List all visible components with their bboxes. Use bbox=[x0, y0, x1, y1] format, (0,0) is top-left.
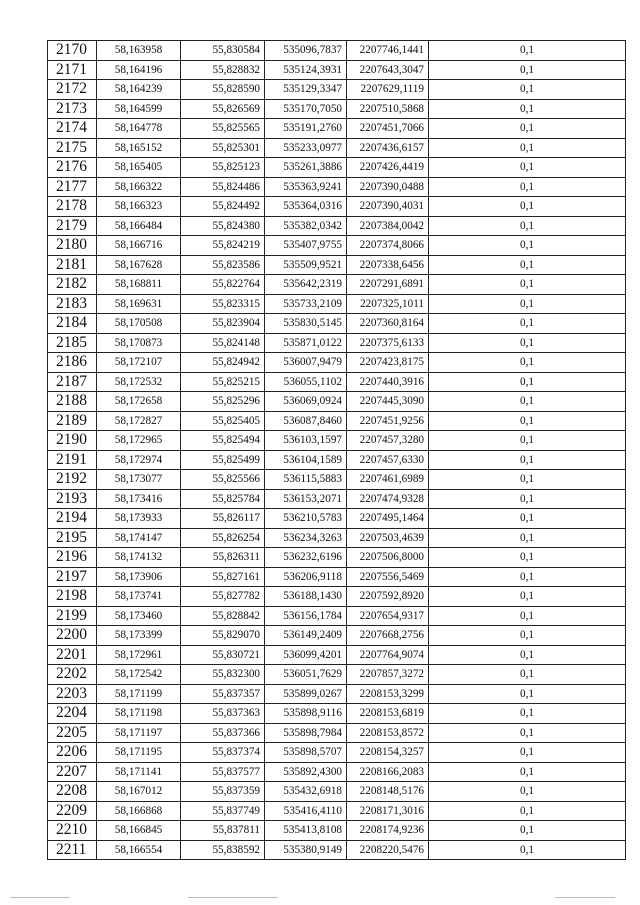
longitude-cell: 55,825566 bbox=[181, 470, 265, 490]
latitude-cell: 58,165152 bbox=[97, 138, 181, 158]
x-coordinate-cell: 535124,3931 bbox=[265, 60, 347, 80]
table-row bbox=[48, 197, 626, 217]
table-row bbox=[48, 294, 626, 314]
longitude-cell: 55,825565 bbox=[181, 119, 265, 139]
point-number-cell: 2195 bbox=[48, 528, 97, 548]
latitude-cell: 58,164599 bbox=[97, 99, 181, 119]
accuracy-cell: 0,1 bbox=[429, 60, 626, 80]
longitude-cell: 55,830584 bbox=[181, 41, 265, 61]
point-number-cell: 2209 bbox=[48, 801, 97, 821]
point-number-cell: 2187 bbox=[48, 372, 97, 392]
longitude-cell: 55,828590 bbox=[181, 80, 265, 100]
x-coordinate-cell: 536051,7629 bbox=[265, 665, 347, 685]
latitude-cell: 58,171195 bbox=[97, 743, 181, 763]
latitude-cell: 58,173399 bbox=[97, 626, 181, 646]
point-number-cell: 2182 bbox=[48, 275, 97, 295]
y-coordinate-cell: 2207629,1119 bbox=[347, 80, 429, 100]
y-coordinate-cell: 2207556,5469 bbox=[347, 567, 429, 587]
y-coordinate-cell: 2207503,4639 bbox=[347, 528, 429, 548]
longitude-cell: 55,822764 bbox=[181, 275, 265, 295]
table-row bbox=[48, 158, 626, 178]
longitude-cell: 55,837357 bbox=[181, 684, 265, 704]
x-coordinate-cell: 536153,2071 bbox=[265, 489, 347, 509]
point-number-cell: 2193 bbox=[48, 489, 97, 509]
latitude-cell: 58,166868 bbox=[97, 801, 181, 821]
longitude-cell: 55,824942 bbox=[181, 353, 265, 373]
y-coordinate-cell: 2208220,5476 bbox=[347, 840, 429, 860]
x-coordinate-cell: 535432,6918 bbox=[265, 782, 347, 802]
table-row bbox=[48, 665, 626, 685]
table-row bbox=[48, 743, 626, 763]
table-row bbox=[48, 723, 626, 743]
latitude-cell: 58,164239 bbox=[97, 80, 181, 100]
table-row bbox=[48, 801, 626, 821]
longitude-cell: 55,825499 bbox=[181, 450, 265, 470]
table-row bbox=[48, 392, 626, 412]
table-row bbox=[48, 782, 626, 802]
x-coordinate-cell: 535261,3886 bbox=[265, 158, 347, 178]
point-number-cell: 2205 bbox=[48, 723, 97, 743]
accuracy-cell: 0,1 bbox=[429, 411, 626, 431]
point-number-cell: 2196 bbox=[48, 548, 97, 568]
table-row bbox=[48, 470, 626, 490]
longitude-cell: 55,824219 bbox=[181, 236, 265, 256]
accuracy-cell: 0,1 bbox=[429, 704, 626, 724]
y-coordinate-cell: 2208153,3299 bbox=[347, 684, 429, 704]
table-row bbox=[48, 684, 626, 704]
y-coordinate-cell: 2207857,3272 bbox=[347, 665, 429, 685]
accuracy-cell: 0,1 bbox=[429, 684, 626, 704]
y-coordinate-cell: 2207423,8175 bbox=[347, 353, 429, 373]
latitude-cell: 58,172107 bbox=[97, 353, 181, 373]
latitude-cell: 58,171198 bbox=[97, 704, 181, 724]
latitude-cell: 58,172532 bbox=[97, 372, 181, 392]
accuracy-cell: 0,1 bbox=[429, 489, 626, 509]
point-number-cell: 2176 bbox=[48, 158, 97, 178]
accuracy-cell: 0,1 bbox=[429, 275, 626, 295]
point-number-cell: 2188 bbox=[48, 392, 97, 412]
x-coordinate-cell: 535380,9149 bbox=[265, 840, 347, 860]
x-coordinate-cell: 535170,7050 bbox=[265, 99, 347, 119]
y-coordinate-cell: 2207436,6157 bbox=[347, 138, 429, 158]
x-coordinate-cell: 536149,2409 bbox=[265, 626, 347, 646]
table-row bbox=[48, 138, 626, 158]
y-coordinate-cell: 2208148,5176 bbox=[347, 782, 429, 802]
x-coordinate-cell: 536099,4201 bbox=[265, 645, 347, 665]
point-number-cell: 2197 bbox=[48, 567, 97, 587]
coordinates-table bbox=[47, 40, 626, 860]
latitude-cell: 58,168811 bbox=[97, 275, 181, 295]
table-row bbox=[48, 840, 626, 860]
longitude-cell: 55,837363 bbox=[181, 704, 265, 724]
accuracy-cell: 0,1 bbox=[429, 743, 626, 763]
y-coordinate-cell: 2207474,9328 bbox=[347, 489, 429, 509]
x-coordinate-cell: 535363,9241 bbox=[265, 177, 347, 197]
accuracy-cell: 0,1 bbox=[429, 762, 626, 782]
latitude-cell: 58,167012 bbox=[97, 782, 181, 802]
y-coordinate-cell: 2207390,0488 bbox=[347, 177, 429, 197]
accuracy-cell: 0,1 bbox=[429, 41, 626, 61]
longitude-cell: 55,823904 bbox=[181, 314, 265, 334]
point-number-cell: 2177 bbox=[48, 177, 97, 197]
y-coordinate-cell: 2207451,9256 bbox=[347, 411, 429, 431]
table-body bbox=[48, 41, 626, 860]
y-coordinate-cell: 2208166,2083 bbox=[347, 762, 429, 782]
longitude-cell: 55,838592 bbox=[181, 840, 265, 860]
x-coordinate-cell: 535416,4110 bbox=[265, 801, 347, 821]
table-row bbox=[48, 216, 626, 236]
y-coordinate-cell: 2207360,8164 bbox=[347, 314, 429, 334]
x-coordinate-cell: 536115,5883 bbox=[265, 470, 347, 490]
x-coordinate-cell: 536156,1784 bbox=[265, 606, 347, 626]
accuracy-cell: 0,1 bbox=[429, 723, 626, 743]
latitude-cell: 58,174147 bbox=[97, 528, 181, 548]
y-coordinate-cell: 2208174,9236 bbox=[347, 821, 429, 841]
y-coordinate-cell: 2207654,9317 bbox=[347, 606, 429, 626]
x-coordinate-cell: 536104,1589 bbox=[265, 450, 347, 470]
footer-rule-middle bbox=[188, 897, 278, 898]
table-row bbox=[48, 314, 626, 334]
accuracy-cell: 0,1 bbox=[429, 548, 626, 568]
latitude-cell: 58,171197 bbox=[97, 723, 181, 743]
accuracy-cell: 0,1 bbox=[429, 333, 626, 353]
x-coordinate-cell: 535898,5707 bbox=[265, 743, 347, 763]
point-number-cell: 2183 bbox=[48, 294, 97, 314]
latitude-cell: 58,172974 bbox=[97, 450, 181, 470]
y-coordinate-cell: 2207440,3916 bbox=[347, 372, 429, 392]
table-row bbox=[48, 821, 626, 841]
point-number-cell: 2184 bbox=[48, 314, 97, 334]
latitude-cell: 58,171199 bbox=[97, 684, 181, 704]
latitude-cell: 58,166322 bbox=[97, 177, 181, 197]
latitude-cell: 58,173741 bbox=[97, 587, 181, 607]
x-coordinate-cell: 535509,9521 bbox=[265, 255, 347, 275]
y-coordinate-cell: 2208171,3016 bbox=[347, 801, 429, 821]
latitude-cell: 58,172965 bbox=[97, 431, 181, 451]
latitude-cell: 58,166845 bbox=[97, 821, 181, 841]
table-row bbox=[48, 333, 626, 353]
accuracy-cell: 0,1 bbox=[429, 431, 626, 451]
y-coordinate-cell: 2207445,3090 bbox=[347, 392, 429, 412]
accuracy-cell: 0,1 bbox=[429, 255, 626, 275]
y-coordinate-cell: 2207451,7066 bbox=[347, 119, 429, 139]
y-coordinate-cell: 2207643,3047 bbox=[347, 60, 429, 80]
latitude-cell: 58,173933 bbox=[97, 509, 181, 529]
longitude-cell: 55,824380 bbox=[181, 216, 265, 236]
x-coordinate-cell: 535407,9755 bbox=[265, 236, 347, 256]
y-coordinate-cell: 2207426,4419 bbox=[347, 158, 429, 178]
longitude-cell: 55,825123 bbox=[181, 158, 265, 178]
point-number-cell: 2181 bbox=[48, 255, 97, 275]
accuracy-cell: 0,1 bbox=[429, 392, 626, 412]
point-number-cell: 2170 bbox=[48, 41, 97, 61]
point-number-cell: 2210 bbox=[48, 821, 97, 841]
latitude-cell: 58,172542 bbox=[97, 665, 181, 685]
accuracy-cell: 0,1 bbox=[429, 80, 626, 100]
x-coordinate-cell: 535898,9116 bbox=[265, 704, 347, 724]
x-coordinate-cell: 536069,0924 bbox=[265, 392, 347, 412]
longitude-cell: 55,826254 bbox=[181, 528, 265, 548]
x-coordinate-cell: 535364,0316 bbox=[265, 197, 347, 217]
table-row bbox=[48, 41, 626, 61]
x-coordinate-cell: 535413,8108 bbox=[265, 821, 347, 841]
table-row bbox=[48, 177, 626, 197]
point-number-cell: 2203 bbox=[48, 684, 97, 704]
latitude-cell: 58,167628 bbox=[97, 255, 181, 275]
table-row bbox=[48, 528, 626, 548]
table-row bbox=[48, 645, 626, 665]
accuracy-cell: 0,1 bbox=[429, 216, 626, 236]
accuracy-cell: 0,1 bbox=[429, 840, 626, 860]
point-number-cell: 2185 bbox=[48, 333, 97, 353]
point-number-cell: 2200 bbox=[48, 626, 97, 646]
x-coordinate-cell: 535096,7837 bbox=[265, 41, 347, 61]
x-coordinate-cell: 536087,8460 bbox=[265, 411, 347, 431]
table-row bbox=[48, 372, 626, 392]
longitude-cell: 55,830721 bbox=[181, 645, 265, 665]
y-coordinate-cell: 2207457,3280 bbox=[347, 431, 429, 451]
x-coordinate-cell: 536234,3263 bbox=[265, 528, 347, 548]
point-number-cell: 2172 bbox=[48, 80, 97, 100]
latitude-cell: 58,166716 bbox=[97, 236, 181, 256]
longitude-cell: 55,823315 bbox=[181, 294, 265, 314]
table-row bbox=[48, 509, 626, 529]
x-coordinate-cell: 536103,1597 bbox=[265, 431, 347, 451]
accuracy-cell: 0,1 bbox=[429, 587, 626, 607]
table-row bbox=[48, 704, 626, 724]
y-coordinate-cell: 2207746,1441 bbox=[347, 41, 429, 61]
y-coordinate-cell: 2207390,4031 bbox=[347, 197, 429, 217]
longitude-cell: 55,832300 bbox=[181, 665, 265, 685]
point-number-cell: 2191 bbox=[48, 450, 97, 470]
point-number-cell: 2180 bbox=[48, 236, 97, 256]
y-coordinate-cell: 2207592,8920 bbox=[347, 587, 429, 607]
point-number-cell: 2179 bbox=[48, 216, 97, 236]
accuracy-cell: 0,1 bbox=[429, 119, 626, 139]
longitude-cell: 55,837577 bbox=[181, 762, 265, 782]
x-coordinate-cell: 535892,4300 bbox=[265, 762, 347, 782]
table-row bbox=[48, 411, 626, 431]
point-number-cell: 2204 bbox=[48, 704, 97, 724]
accuracy-cell: 0,1 bbox=[429, 821, 626, 841]
accuracy-cell: 0,1 bbox=[429, 645, 626, 665]
longitude-cell: 55,828842 bbox=[181, 606, 265, 626]
longitude-cell: 55,825296 bbox=[181, 392, 265, 412]
table-row bbox=[48, 606, 626, 626]
longitude-cell: 55,837811 bbox=[181, 821, 265, 841]
table-row bbox=[48, 353, 626, 373]
y-coordinate-cell: 2208153,8572 bbox=[347, 723, 429, 743]
accuracy-cell: 0,1 bbox=[429, 509, 626, 529]
y-coordinate-cell: 2207764,9074 bbox=[347, 645, 429, 665]
y-coordinate-cell: 2207325,1011 bbox=[347, 294, 429, 314]
point-number-cell: 2190 bbox=[48, 431, 97, 451]
accuracy-cell: 0,1 bbox=[429, 372, 626, 392]
latitude-cell: 58,173416 bbox=[97, 489, 181, 509]
y-coordinate-cell: 2207461,6989 bbox=[347, 470, 429, 490]
y-coordinate-cell: 2208153,6819 bbox=[347, 704, 429, 724]
point-number-cell: 2211 bbox=[48, 840, 97, 860]
longitude-cell: 55,825215 bbox=[181, 372, 265, 392]
longitude-cell: 55,826311 bbox=[181, 548, 265, 568]
longitude-cell: 55,825784 bbox=[181, 489, 265, 509]
x-coordinate-cell: 535830,5145 bbox=[265, 314, 347, 334]
point-number-cell: 2173 bbox=[48, 99, 97, 119]
accuracy-cell: 0,1 bbox=[429, 138, 626, 158]
accuracy-cell: 0,1 bbox=[429, 665, 626, 685]
table-row bbox=[48, 431, 626, 451]
table-row bbox=[48, 567, 626, 587]
x-coordinate-cell: 536232,6196 bbox=[265, 548, 347, 568]
table-row bbox=[48, 626, 626, 646]
latitude-cell: 58,173906 bbox=[97, 567, 181, 587]
longitude-cell: 55,824486 bbox=[181, 177, 265, 197]
x-coordinate-cell: 536210,5783 bbox=[265, 509, 347, 529]
longitude-cell: 55,824492 bbox=[181, 197, 265, 217]
y-coordinate-cell: 2207338,6456 bbox=[347, 255, 429, 275]
table-row bbox=[48, 587, 626, 607]
accuracy-cell: 0,1 bbox=[429, 294, 626, 314]
table-row bbox=[48, 450, 626, 470]
accuracy-cell: 0,1 bbox=[429, 801, 626, 821]
longitude-cell: 55,827782 bbox=[181, 587, 265, 607]
table-row bbox=[48, 99, 626, 119]
latitude-cell: 58,172827 bbox=[97, 411, 181, 431]
accuracy-cell: 0,1 bbox=[429, 236, 626, 256]
accuracy-cell: 0,1 bbox=[429, 353, 626, 373]
latitude-cell: 58,166554 bbox=[97, 840, 181, 860]
table-row bbox=[48, 255, 626, 275]
longitude-cell: 55,829070 bbox=[181, 626, 265, 646]
point-number-cell: 2202 bbox=[48, 665, 97, 685]
point-number-cell: 2199 bbox=[48, 606, 97, 626]
accuracy-cell: 0,1 bbox=[429, 450, 626, 470]
latitude-cell: 58,172658 bbox=[97, 392, 181, 412]
longitude-cell: 55,823586 bbox=[181, 255, 265, 275]
x-coordinate-cell: 535233,0977 bbox=[265, 138, 347, 158]
longitude-cell: 55,837366 bbox=[181, 723, 265, 743]
latitude-cell: 58,163958 bbox=[97, 41, 181, 61]
table-row bbox=[48, 60, 626, 80]
latitude-cell: 58,164778 bbox=[97, 119, 181, 139]
point-number-cell: 2178 bbox=[48, 197, 97, 217]
longitude-cell: 55,837359 bbox=[181, 782, 265, 802]
x-coordinate-cell: 536188,1430 bbox=[265, 587, 347, 607]
accuracy-cell: 0,1 bbox=[429, 158, 626, 178]
y-coordinate-cell: 2207374,8066 bbox=[347, 236, 429, 256]
longitude-cell: 55,825494 bbox=[181, 431, 265, 451]
longitude-cell: 55,837374 bbox=[181, 743, 265, 763]
x-coordinate-cell: 535642,2319 bbox=[265, 275, 347, 295]
y-coordinate-cell: 2207291,6891 bbox=[347, 275, 429, 295]
longitude-cell: 55,826117 bbox=[181, 509, 265, 529]
point-number-cell: 2186 bbox=[48, 353, 97, 373]
footer-rule-left bbox=[10, 897, 70, 898]
point-number-cell: 2208 bbox=[48, 782, 97, 802]
longitude-cell: 55,827161 bbox=[181, 567, 265, 587]
latitude-cell: 58,174132 bbox=[97, 548, 181, 568]
latitude-cell: 58,173077 bbox=[97, 470, 181, 490]
x-coordinate-cell: 535899,0267 bbox=[265, 684, 347, 704]
x-coordinate-cell: 535898,7984 bbox=[265, 723, 347, 743]
accuracy-cell: 0,1 bbox=[429, 177, 626, 197]
table-row bbox=[48, 489, 626, 509]
latitude-cell: 58,170873 bbox=[97, 333, 181, 353]
latitude-cell: 58,173460 bbox=[97, 606, 181, 626]
accuracy-cell: 0,1 bbox=[429, 197, 626, 217]
accuracy-cell: 0,1 bbox=[429, 314, 626, 334]
table-row bbox=[48, 275, 626, 295]
point-number-cell: 2175 bbox=[48, 138, 97, 158]
table-row bbox=[48, 236, 626, 256]
accuracy-cell: 0,1 bbox=[429, 99, 626, 119]
latitude-cell: 58,166323 bbox=[97, 197, 181, 217]
x-coordinate-cell: 536055,1102 bbox=[265, 372, 347, 392]
x-coordinate-cell: 535191,2760 bbox=[265, 119, 347, 139]
y-coordinate-cell: 2207510,5868 bbox=[347, 99, 429, 119]
footer-rule-right bbox=[555, 897, 615, 898]
x-coordinate-cell: 535733,2109 bbox=[265, 294, 347, 314]
y-coordinate-cell: 2207668,2756 bbox=[347, 626, 429, 646]
accuracy-cell: 0,1 bbox=[429, 567, 626, 587]
longitude-cell: 55,824148 bbox=[181, 333, 265, 353]
latitude-cell: 58,170508 bbox=[97, 314, 181, 334]
y-coordinate-cell: 2208154,3257 bbox=[347, 743, 429, 763]
latitude-cell: 58,166484 bbox=[97, 216, 181, 236]
y-coordinate-cell: 2207506,8000 bbox=[347, 548, 429, 568]
longitude-cell: 55,825405 bbox=[181, 411, 265, 431]
point-number-cell: 2174 bbox=[48, 119, 97, 139]
table-row bbox=[48, 762, 626, 782]
y-coordinate-cell: 2207495,1464 bbox=[347, 509, 429, 529]
longitude-cell: 55,826569 bbox=[181, 99, 265, 119]
longitude-cell: 55,837749 bbox=[181, 801, 265, 821]
x-coordinate-cell: 536007,9479 bbox=[265, 353, 347, 373]
x-coordinate-cell: 535129,3347 bbox=[265, 80, 347, 100]
table-row bbox=[48, 80, 626, 100]
y-coordinate-cell: 2207375,6133 bbox=[347, 333, 429, 353]
latitude-cell: 58,164196 bbox=[97, 60, 181, 80]
point-number-cell: 2189 bbox=[48, 411, 97, 431]
point-number-cell: 2201 bbox=[48, 645, 97, 665]
point-number-cell: 2192 bbox=[48, 470, 97, 490]
accuracy-cell: 0,1 bbox=[429, 782, 626, 802]
x-coordinate-cell: 536206,9118 bbox=[265, 567, 347, 587]
table-row bbox=[48, 548, 626, 568]
longitude-cell: 55,828832 bbox=[181, 60, 265, 80]
latitude-cell: 58,165405 bbox=[97, 158, 181, 178]
point-number-cell: 2194 bbox=[48, 509, 97, 529]
accuracy-cell: 0,1 bbox=[429, 606, 626, 626]
y-coordinate-cell: 2207384,0042 bbox=[347, 216, 429, 236]
x-coordinate-cell: 535382,0342 bbox=[265, 216, 347, 236]
latitude-cell: 58,172961 bbox=[97, 645, 181, 665]
longitude-cell: 55,825301 bbox=[181, 138, 265, 158]
x-coordinate-cell: 535871,0122 bbox=[265, 333, 347, 353]
accuracy-cell: 0,1 bbox=[429, 470, 626, 490]
point-number-cell: 2206 bbox=[48, 743, 97, 763]
y-coordinate-cell: 2207457,6330 bbox=[347, 450, 429, 470]
point-number-cell: 2207 bbox=[48, 762, 97, 782]
accuracy-cell: 0,1 bbox=[429, 528, 626, 548]
latitude-cell: 58,169631 bbox=[97, 294, 181, 314]
point-number-cell: 2198 bbox=[48, 587, 97, 607]
table-row bbox=[48, 119, 626, 139]
latitude-cell: 58,171141 bbox=[97, 762, 181, 782]
point-number-cell: 2171 bbox=[48, 60, 97, 80]
accuracy-cell: 0,1 bbox=[429, 626, 626, 646]
